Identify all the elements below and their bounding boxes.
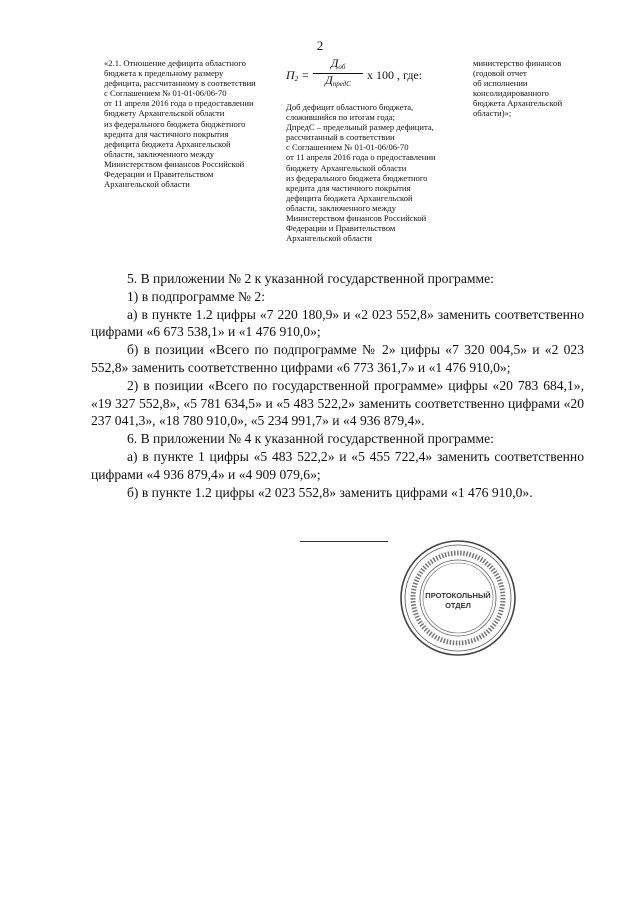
paragraph: 6. В приложении № 4 к указанной государственной программе: bbox=[127, 431, 494, 447]
stamp-text-2: ОТДЕЛ bbox=[445, 601, 471, 610]
formula bbox=[286, 58, 468, 102]
table-text-line: из федерального бюджета бюджетного bbox=[104, 118, 246, 129]
table-text-line: дефицита бюджета Архангельской bbox=[104, 138, 231, 149]
formula-fraction bbox=[313, 58, 363, 89]
table-text-line: рассчитанный в соответствии bbox=[286, 132, 395, 143]
table-col-formula bbox=[286, 58, 468, 243]
table-text-line: с Соглашением № 01-01-06/06-70 bbox=[104, 88, 227, 99]
paragraph: б) в позиции «Всего по подпрограмме № 2» цифры «7 320 004,5» и «2 023 552,8» заменить соответственно цифрами «6 773 361,7» и «1 476 910,0»; bbox=[91, 342, 584, 375]
table-text-line: об исполнении bbox=[473, 78, 528, 89]
table-text-line: дефицита бюджета Архангельской bbox=[286, 192, 413, 203]
stamp-text-1: ПРОТОКОЛЬНЫЙ bbox=[425, 591, 491, 600]
paragraph: б) в пункте 1.2 цифры «2 023 552,8» заменить цифрами «1 476 910,0». bbox=[127, 484, 533, 500]
table-text-line: Федерации и Правительством bbox=[286, 223, 396, 234]
table-text-line: министерство финансов bbox=[473, 58, 562, 68]
table-text-line: с Соглашением № 01-01-06/06-70 bbox=[286, 142, 409, 153]
table-text-line: бюджета Архангельской bbox=[473, 98, 563, 109]
table-text-line: консолидированного bbox=[473, 88, 549, 99]
page-number: 2 bbox=[316, 38, 324, 53]
main-text bbox=[91, 270, 584, 501]
paragraph: 1) в подпрограмме № 2: bbox=[127, 288, 265, 304]
table-text-line: Доб дефицит областного бюджета, bbox=[286, 102, 414, 112]
table-text-line: кредита для частичного покрытия bbox=[286, 182, 411, 193]
table-text-line: сложившийся по итогам года; bbox=[286, 112, 395, 123]
table-col-source bbox=[473, 58, 593, 119]
table-text-line: бюджету Архангельской области bbox=[286, 162, 407, 173]
table-text-line: Федерации и Правительством bbox=[104, 169, 214, 180]
table-text-line: области, заключенного между bbox=[104, 148, 215, 159]
official-stamp bbox=[398, 538, 518, 658]
signature-line bbox=[300, 541, 388, 542]
table-text-line: кредита для частичного покрытия bbox=[104, 128, 229, 139]
table-text-line: бюджета к предельному размеру bbox=[104, 68, 224, 79]
table-text-line: области, заключенного между bbox=[286, 202, 397, 213]
formula-rhs: x 100 , где: bbox=[367, 68, 423, 82]
table-text-line: «2.1. Отношение дефицита областного bbox=[104, 58, 246, 68]
table-text-line: от 11 апреля 2016 года о предоставлении bbox=[286, 152, 436, 163]
paragraph: 5. В приложении № 2 к указанной государственной программе: bbox=[127, 271, 494, 286]
paragraph: 2) в позиции «Всего по государственной программе» цифры «20 783 684,1», «19 327 552,8», «5 781 634,5» и «5 483 522,2» заменить соответственно цифрами «20 237 041,3», «18 780 910,0», «5 234 991,7» и «4 936 879,4». bbox=[91, 377, 584, 429]
formula-lhs: $П_2$ = bbox=[286, 68, 310, 83]
table-text-line: бюджету Архангельской области bbox=[104, 108, 225, 119]
table-text-line: дефицита, рассчитанному в соответствии bbox=[104, 78, 256, 89]
formula-denominator: $Д_{предС}$ bbox=[325, 73, 351, 89]
paragraph: а) в пункте 1.2 цифры «7 220 180,9» и «2 023 552,8» заменить соответственно цифрами «6 673 538,1» и «1 476 910,0»; bbox=[91, 306, 584, 340]
table-text-line: от 11 апреля 2016 года о предоставлении bbox=[104, 98, 254, 109]
table-text-line: из федерального бюджета бюджетного bbox=[286, 172, 428, 183]
paragraph: а) в пункте 1 цифры «5 483 522,2» и «5 455 722,4» заменить соответственно цифрами «4 936 879,4» и «4 909 079,6»; bbox=[91, 448, 584, 482]
table-col-indicator bbox=[104, 58, 282, 189]
table-text-line: Министерством финансов Российской bbox=[104, 158, 245, 169]
table-text-line: (годовой отчет bbox=[473, 68, 527, 79]
table-text-line: Архангельской области bbox=[104, 179, 190, 190]
formula-numerator: $Д_{об}$ bbox=[313, 58, 363, 74]
table-text-line: ДпредС – предельный размер дефицита, bbox=[286, 122, 434, 133]
table-text-line: области)»; bbox=[473, 108, 512, 119]
table-text-line: Министерством финансов Российской bbox=[286, 213, 427, 224]
table-text-line: Архангельской области bbox=[286, 233, 372, 244]
